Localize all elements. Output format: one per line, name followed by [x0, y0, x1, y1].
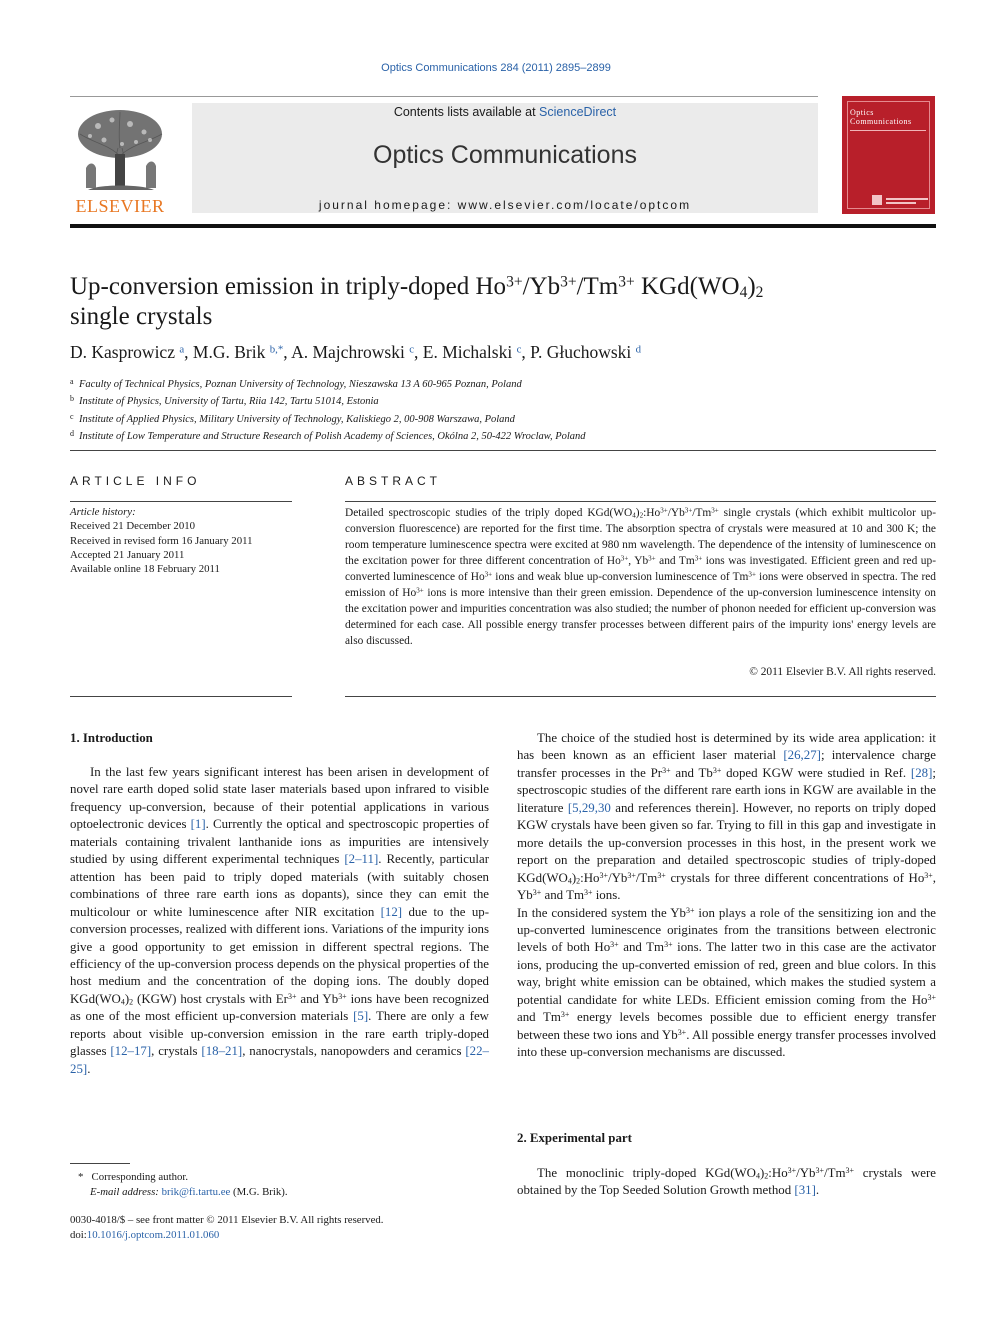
- journal-homepage[interactable]: journal homepage: www.elsevier.com/locate/optcom: [318, 198, 692, 212]
- author-name[interactable]: P. Głuchowski: [530, 342, 632, 362]
- author-name[interactable]: A. Majchrowski: [291, 342, 405, 362]
- affiliations: [70, 375, 930, 444]
- email-suffix: (M.G. Brik).: [232, 1186, 288, 1198]
- abstract-body: Detailed spectroscopic studies of the triply doped $KGd(WO_4)_2:Ho^{3+}/Yb^{3+}/Tm^{3+}$ single crystals (which exhibit multicolor up-conversion fluorescence) are reported for the first time. The absorption spectra of crystals were measured at 10 and 300 K; the room temperature luminescence spectra were excited at 980 nm wavelength. The dependence of the intensity of luminescence on the excitation power for three different concentration of $Ho^{3+}$, $Yb^{3+}$ and $Tm^{3+}$ ions was investigated. Efficient green and red up-converted luminescence of $Ho^{3+}$ ions and weak blue up-conversion luminescence of $Tm^{3+}$ ions were observed in spectra. The red emission of $Ho^{3+}$ ions is more intensive than their green emission. Dependence of the up-conversion luminescence intensity on the excitation power and impurities concentration was also studied; the number of phonon needed for efficient up-conversion was determined for each case. All possible energy transfer processes between different pairs of the impurity ions' energy levels are also discussed.: [345, 506, 937, 647]
- issn-line: 0030-4018/$ – see front matter © 2011 Elsevier B.V. All rights reserved.: [70, 1214, 384, 1226]
- header-rule: [70, 96, 818, 97]
- journal-cover-thumbnail: [842, 96, 935, 214]
- email-label: E-mail address:: [90, 1186, 159, 1198]
- section-heading-introduction: 1. Introduction: [70, 731, 153, 745]
- abstract-rule: [345, 696, 936, 697]
- author-mark[interactable]: c: [409, 343, 415, 356]
- history-item: Received 21 December 2010: [70, 520, 196, 533]
- cover-title: Optics Communications: [850, 108, 912, 126]
- journal-name: Optics Communications: [373, 141, 637, 169]
- author-mark[interactable]: b,*: [269, 343, 284, 356]
- section-rule: [70, 450, 936, 451]
- header-thick-rule: [70, 224, 936, 228]
- history-item: Received in revised form 16 January 2011: [70, 534, 253, 547]
- elsevier-logo: [68, 104, 172, 216]
- section-heading-experimental: 2. Experimental part: [517, 1131, 632, 1145]
- doi-label: doi:: [70, 1229, 87, 1241]
- abstract-copyright: © 2011 Elsevier B.V. All rights reserved.: [749, 666, 936, 678]
- elsevier-tree-icon: [68, 104, 172, 216]
- experimental-paragraph: The monoclinic triply-doped $KGd(WO_4)_2:Ho^{3+}/Yb^{3+}/Tm^{3+}$ crystals were obtained by the Top Seeded Solution Growth method [31].: [517, 1166, 936, 1198]
- journal-reference[interactable]: Optics Communications 284 (2011) 2895–2899: [381, 62, 611, 74]
- affiliation-item: b Institute of Physics, University of Tartu, Riia 142, Tartu 51014, Estonia: [70, 394, 379, 408]
- introduction-paragraph: The choice of the studied host is determined by its wide area application: it has been known as an efficient laser material [26,27]; intervalence charge transfer processes in the $Pr^{3+}$ and $Tb^{3+}$ doped KGW were studied in Ref. [28]; spectroscopic studies of the different rare earth ions in KGW are available in the literature [5,29,30 and references therein]. However, no reports on triply doped KGW crystals have been given so far. Trying to fill in this gap and investigate in more details the up-conversion processes in this host, in the present work we report on the preparation and detailed spectroscopic studies of triply-doped $KGd(WO_4)_2:Ho^{3+}/Yb^{3+}/Tm^{3+}$ crystals for three different concentrations of $Ho^{3+}$, $Yb^{3+}$ and $Tm^{3+}$ ions. In the considered system the $Yb^{3+}$ ion plays a role of the sensitizing ion and the up-converted luminescence originates from the transitions between electronic levels of both $Ho^{3+}$ and $Tm^{3+}$ ions. The latter two in this case are the activator ions, producing the up-converted emission of red, green and blue colors. In this way, bright white emission can be obtained, which makes the studied system a potential candidate for white LEDs. Efficient emission coming from the $Ho^{3+}$ and $Tm^{3+}$ energy levels becomes possible due to efficient energy transfer between these two ions and $Yb^{3+}$. All possible energy transfer processes involved into these up-conversion mechanisms are discussed.: [517, 731, 937, 1060]
- author-mark[interactable]: c: [516, 343, 522, 356]
- cover-publisher-icon: [872, 193, 930, 207]
- contents-line: [192, 105, 818, 119]
- footnote-rule: [70, 1163, 130, 1164]
- affiliation-item: a Faculty of Technical Physics, Poznan University of Technology, Nieszawska 13 A 60-965 Poznan, Poland: [70, 377, 522, 390]
- footnote-mark: *: [78, 1171, 84, 1183]
- history-label: Article history:: [70, 506, 136, 518]
- info-rule: [70, 501, 292, 502]
- cover-rule: [850, 130, 926, 135]
- introduction-paragraph: In the last few years significant interest has been arisen in development of novel rare earth doped solid state laser materials based upon infrared to visible frequency up-conversion, because of their potential applications in various optoelectronic devices [1]. Currently the optical and spectroscopic properties of materials containing trivalent lanthanide ions as impurities are intensively studied by using different experimental techniques [2–11]. Recently, particular attention has been paid to triply doped materials (with suitably chosen combinations of three rare earth ions as dopants), since they can emit the multicolour or white luminescence after NIR excitation [12] due to the up-conversion processes, realized with different ions. Variations of the impurity ions give a good opportunity to get emission in different spectral regions. The efficiency of the up-conversion process depends on the physical properties of the host medium and the concentration of the doping ions. The doubly doped $KGd(WO_4)_2$ (KGW) host crystals with $Er^{3+}$ and $Yb^{3+}$ ions have been recognized as one of the most efficient up-conversion materials [5]. There are only a few reports about visible up-conversion emission in the rare earth triply-doped glasses [12–17], crystals [18–21], nanocrystals, nanopowders and ceramics [22–25].: [70, 765, 489, 1076]
- author-mark[interactable]: d: [635, 343, 642, 356]
- sciencedirect-link[interactable]: ScienceDirect: [539, 105, 617, 119]
- email-link[interactable]: brik@fi.tartu.ee: [161, 1186, 231, 1198]
- front-matter: [70, 1213, 489, 1243]
- author-name[interactable]: M.G. Brik: [192, 342, 266, 362]
- author-list: D. Kasprowicz $^a$, M.G. Brik $^{b,*}$, A. Majchrowski $^c$, E. Michalski $^c$, P. Głuchowski $^d$: [70, 342, 642, 362]
- history-item: Accepted 21 January 2011: [70, 548, 185, 561]
- elsevier-wordmark: ELSEVIER: [75, 196, 165, 216]
- history-item: Available online 18 February 2011: [70, 563, 220, 576]
- abstract-heading: ABSTRACT: [345, 474, 442, 488]
- abstract-rule: [345, 501, 936, 502]
- author-name[interactable]: E. Michalski: [422, 342, 513, 362]
- contents-prefix: Contents lists available at: [393, 105, 540, 119]
- info-rule: [70, 696, 292, 697]
- doi-link[interactable]: 10.1016/j.optcom.2011.01.060: [86, 1229, 220, 1241]
- article-history: [70, 505, 292, 576]
- corresponding-label: Corresponding author.: [91, 1171, 189, 1183]
- article-info-heading: ARTICLE INFO: [70, 474, 201, 488]
- author-name[interactable]: D. Kasprowicz: [70, 342, 175, 362]
- article-title: Up-conversion emission in triply-doped $Ho^{3+}/Yb^{3+}/Tm^{3+}$ $KGd(WO_4)_2$ single crystals: [70, 273, 764, 330]
- corresponding-author-note: [70, 1170, 489, 1200]
- affiliation-item: c Institute of Applied Physics, Military University of Technology, Kaliskiego 2, 00-908 Warszawa, Poland: [70, 411, 515, 425]
- author-mark[interactable]: a: [179, 343, 185, 356]
- affiliation-item: d Institute of Low Temperature and Structure Research of Polish Academy of Sciences, Okólna 2, 50-422 Wroclaw, Poland: [70, 428, 586, 442]
